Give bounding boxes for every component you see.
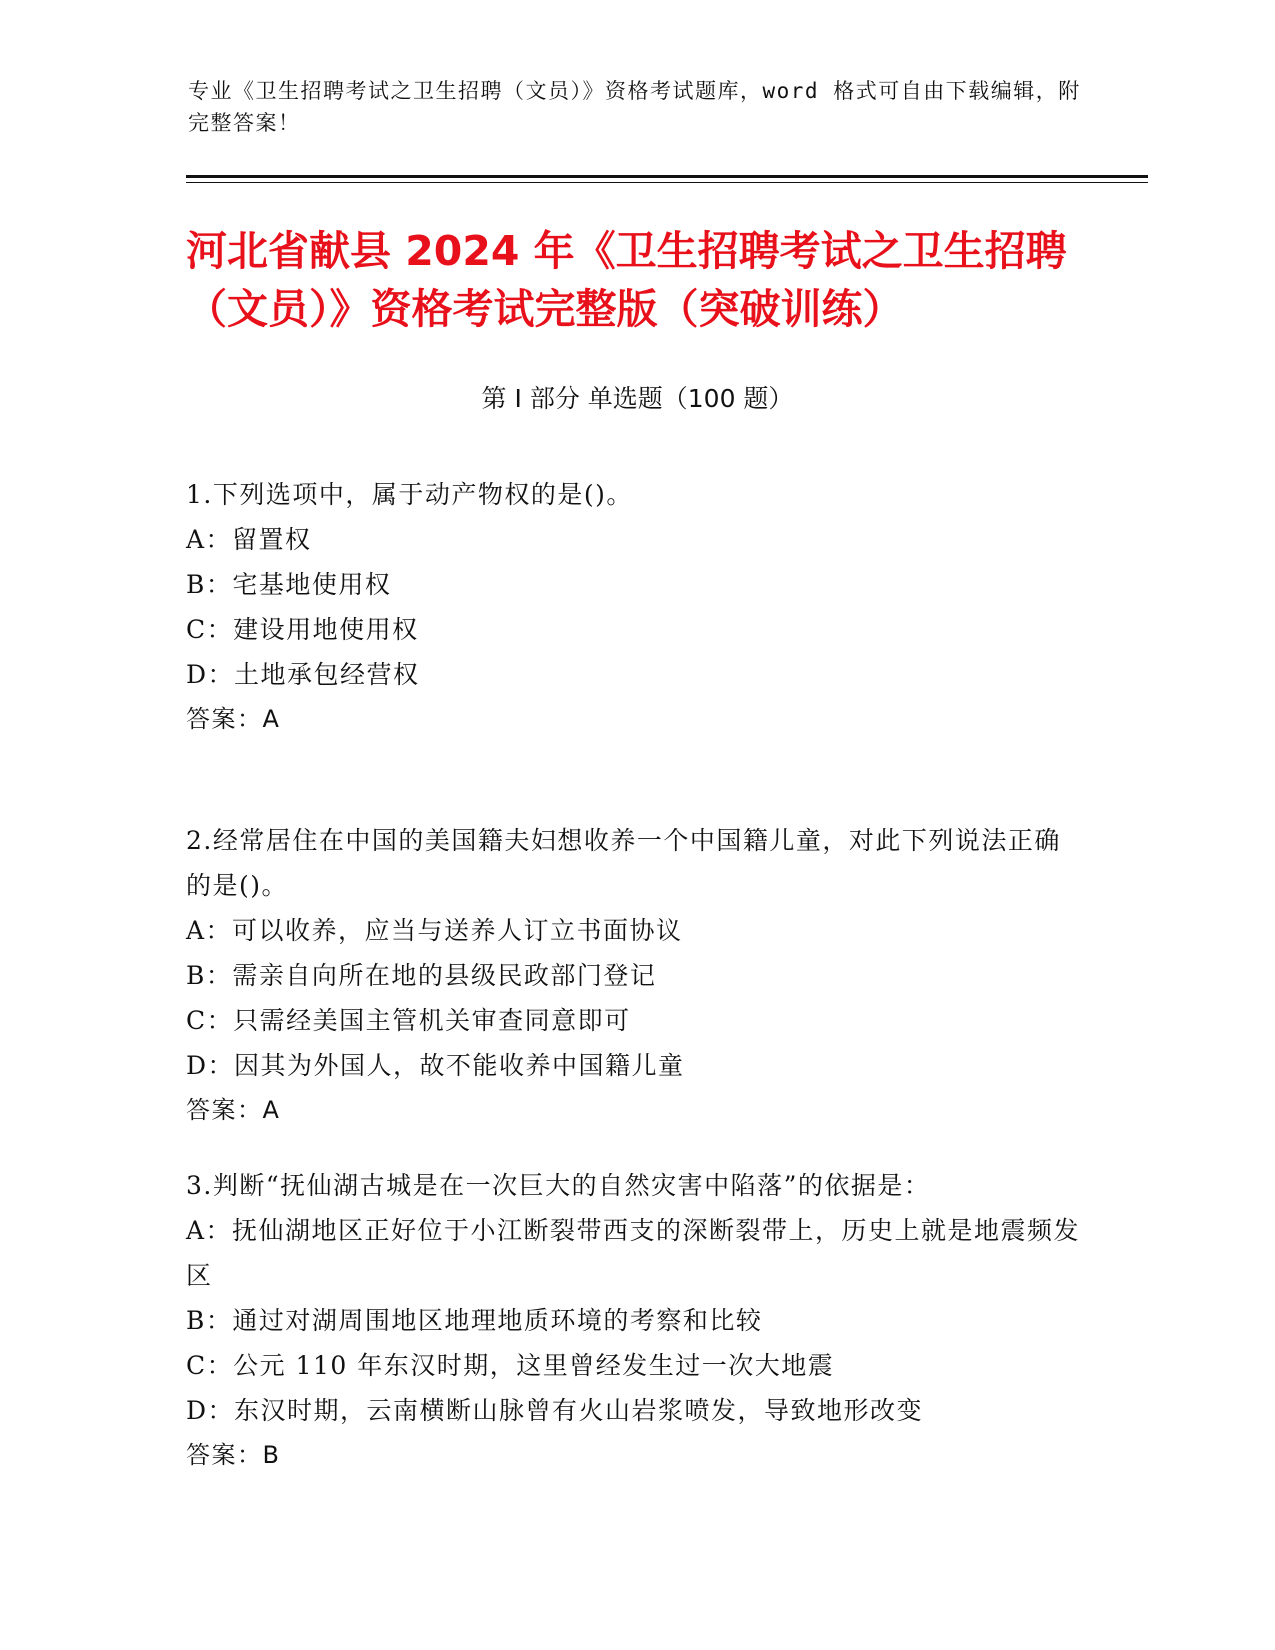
question-2: [186, 818, 1086, 1133]
header-note: 专业《卫生招聘考试之卫生招聘（文员）》资格考试题库，word 格式可自由下载编辑，附完整答案！: [188, 79, 1081, 135]
option-a: A：抚仙湖地区正好位于小江断裂带西支的深断裂带上，历史上就是地震频发区: [186, 1216, 1081, 1290]
option-c: C：公元 110 年东汉时期，这里曾经发生过一次大地震: [186, 1351, 835, 1380]
option-a: A：可以收养，应当与送养人订立书面协议: [186, 916, 683, 945]
option-a: A：留置权: [186, 525, 312, 554]
answer: 答案：A: [186, 705, 281, 733]
option-b: B：通过对湖周围地区地理地质环境的考察和比较: [186, 1306, 763, 1335]
header-divider-thin: [186, 182, 1148, 183]
option-b: B：需亲自向所在地的县级民政部门登记: [186, 961, 657, 990]
question-1: [186, 472, 1086, 742]
option-c: C：建设用地使用权: [186, 615, 419, 644]
section-heading: 第 I 部分 单选题（100 题）: [481, 384, 794, 413]
option-d: D：因其为外国人，故不能收养中国籍儿童: [186, 1051, 685, 1080]
document-title: 河北省献县 2024 年《卫生招聘考试之卫生招聘（文员）》资格考试完整版（突破训练）: [186, 227, 1067, 333]
answer: 答案：A: [186, 1096, 281, 1124]
option-d: D：土地承包经营权: [186, 660, 420, 689]
question-3: [186, 1163, 1086, 1478]
question-stem: 2.经常居住在中国的美国籍夫妇想收养一个中国籍儿童，对此下列说法正确的是()。: [186, 826, 1061, 900]
answer: 答案：B: [186, 1441, 281, 1469]
option-b: B：宅基地使用权: [186, 570, 392, 599]
question-stem: 3.判断“抚仙湖古城是在一次巨大的自然灾害中陷落”的依据是：: [186, 1171, 931, 1200]
header-divider-thick: [186, 175, 1148, 178]
question-stem: 1.下列选项中，属于动产物权的是()。: [186, 480, 633, 509]
option-c: C：只需经美国主管机关审查同意即可: [186, 1006, 631, 1035]
option-d: D：东汉时期，云南横断山脉曾有火山岩浆喷发，导致地形改变: [186, 1396, 924, 1425]
